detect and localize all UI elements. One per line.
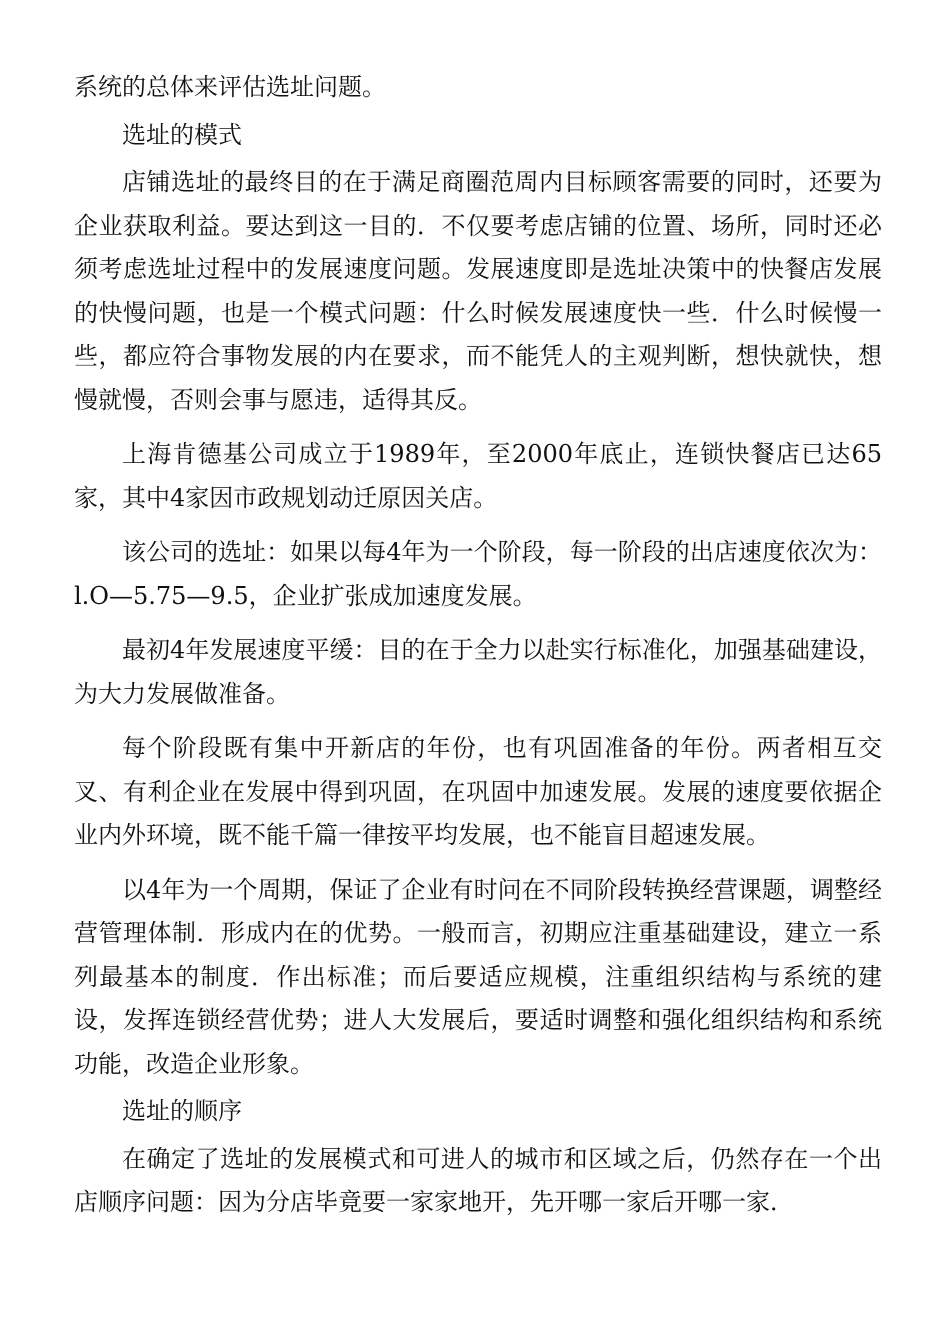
paragraph-kfc-shanghai: 上海肯德基公司成立于1989年，至2000年底止，连锁快餐店已达65家，其中4家因市政规划动迁原因关店。 [74, 440, 882, 512]
paragraph-site-purpose: 店铺选址的最终目的在于满足商圈范周内目标顾客需要的同时，还要为企业获取利益。要达到这一目的．不仅要考虑店铺的位置、场所，同时还必须考虑选址过程中的发展速度问题。发展速度即是选址决策中的快餐店发展的快慢问题，也是一个模式问题：什么时候发展速度快一些．什么时候慢一些，都应符合事物发展的内在要求，而不能凭人的主观判断，想快就快，想慢就慢，否则会事与愿违，适得其反。 [74, 168, 882, 414]
section-heading-order: 选址的顺序 [122, 1097, 242, 1125]
document-body [74, 66, 882, 1225]
paragraph-store-order: 在确定了选址的发展模式和可进人的城市和区域之后，仍然存在一个出店顺序问题：因为分店毕竟要一家家地开，先开哪一家后开哪一家． [74, 1144, 882, 1216]
section-heading-mode: 选址的模式 [122, 120, 242, 149]
paragraph-stages: 每个阶段既有集中开新店的年份，也有巩固准备的年份。两者相互交叉、有利企业在发展中得到巩固，在巩固中加速发展。发展的速度要依据企业内外环境，既不能千篇一律按平均发展，也不能盲目超速发展。 [74, 734, 882, 849]
paragraph-four-year-cycle: 以4年为一个周期，保证了企业有时问在不同阶段转换经营课题，调整经营管理体制．形成内在的优势。一般而言，初期应注重基础建设，建立一系列最基本的制度．作出标准；而后要适应规模，注重组织结构与系统的建设，发挥连锁经营优势；进人大发展后，要适时调整和强化组织结构和系统功能，改造企业形象。 [74, 875, 882, 1078]
paragraph-expansion-speed: 该公司的选址：如果以每4年为一个阶段，每一阶段的出店速度依次为：l.O—5.75—9.5，企业扩张成加速度发展。 [74, 538, 882, 610]
paragraph-continuation: 系统的总体来评估选址问题。 [74, 73, 386, 101]
paragraph-first-four-years: 最初4年发展速度平缓：目的在于全力以赴实行标准化，加强基础建设，为大力发展做准备。 [74, 636, 882, 708]
